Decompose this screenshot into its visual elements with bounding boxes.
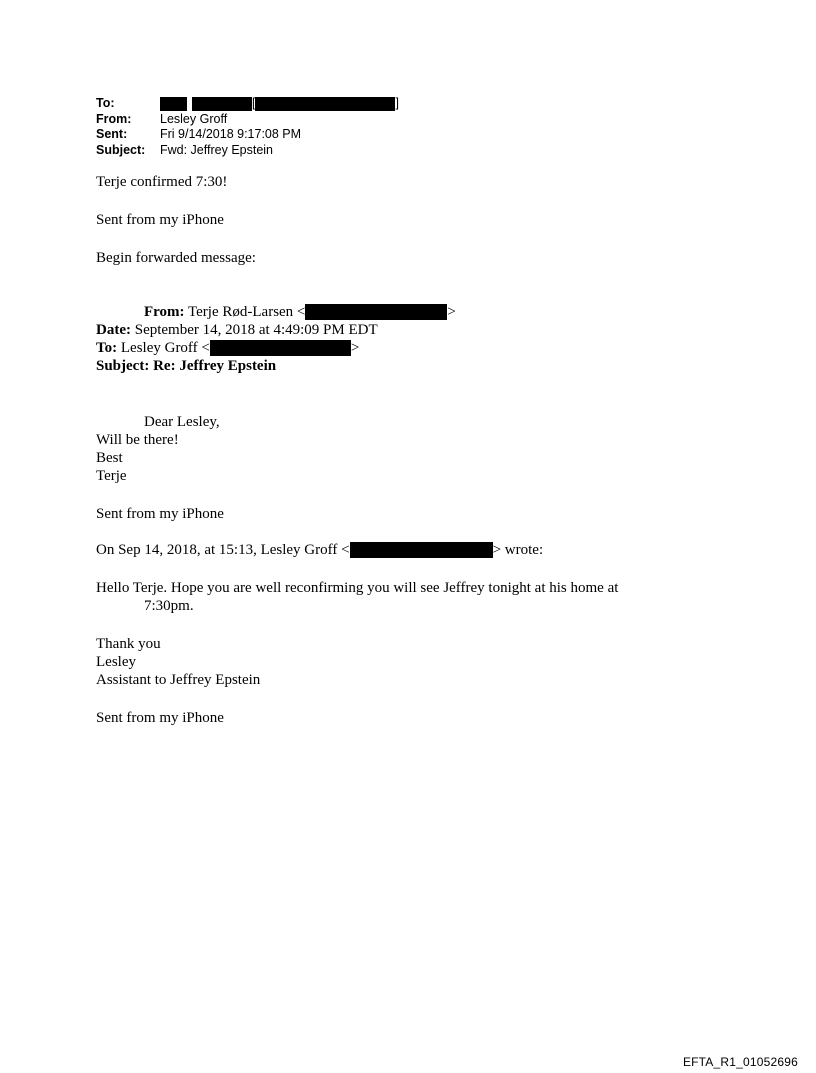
fwd-subject-value: Re: Jeffrey Epstein [153,358,277,374]
quoted-sign-line: Assistant to Jeffrey Epstein [96,672,261,688]
redaction-block [305,304,447,320]
sent-value: Fri 9/14/2018 9:17:08 PM [160,127,302,141]
sent-row [96,127,399,143]
fwd-to-close: > [350,340,360,356]
email-header [96,96,399,158]
from-value: Lesley Groff [160,111,228,126]
to-label: To: [96,96,115,110]
quoted-intro-start: On Sep 14, 2018, at 15:13, Lesley Groff < [96,542,350,558]
from-row [96,112,399,128]
fwd-to-row [96,339,359,357]
quoted-sent: Sent from my iPhone [96,710,224,726]
subject-value: Fwd: Jeffrey Epstein [160,142,274,157]
redaction-block [255,97,395,111]
fwd-subject-row [96,357,276,375]
quoted-para-line: Hello Terje. Hope you are well reconfirming you will see Jeffrey tonight at his home at [96,580,619,596]
quoted-intro-end: > wrote: [492,542,544,558]
to-open-bracket: [ [252,96,256,110]
fwd-date-value: September 14, 2018 at 4:49:09 PM EDT [134,322,378,338]
subject-label: Subject: [96,142,146,157]
body-line: Begin forwarded message: [96,250,256,266]
quoted-para-line2 [96,597,194,615]
quoted-intro [96,541,543,559]
fwd-from-row [96,303,456,321]
from-label: From: [96,111,132,126]
redaction-block [350,542,493,558]
redaction-block [210,340,351,356]
quoted-sign-line: Lesley [96,654,136,670]
to-row [96,96,399,112]
reply-greeting-text: Dear Lesley, [144,414,220,430]
reply-line: Best [96,450,123,466]
redaction-block [160,97,187,111]
fwd-from-label: From: [144,304,185,320]
sent-label: Sent: [96,127,128,141]
subject-row [96,143,399,159]
fwd-to-label: To: [96,340,118,356]
fwd-date-label: Date: [96,322,131,338]
fwd-to-name: Lesley Groff < [120,340,210,356]
fwd-from-close: > [447,304,456,320]
quoted-sign-line: Thank you [96,636,161,652]
reply-line: Terje [96,468,127,484]
fwd-date-row [96,321,378,339]
fwd-from-name: Terje Rød-Larsen < [188,304,306,320]
body-line: Sent from my iPhone [96,212,224,228]
body-line: Terje confirmed 7:30! [96,174,228,190]
document-id: EFTA_R1_01052696 [682,1055,798,1069]
fwd-subject-label: Subject: [96,358,150,374]
reply-sent: Sent from my iPhone [96,506,224,522]
redaction-block [192,97,252,111]
reply-greeting [96,413,220,431]
reply-line: Will be there! [96,432,179,448]
quoted-para-line2-text: 7:30pm. [144,598,194,614]
to-close-bracket: ] [395,96,399,110]
